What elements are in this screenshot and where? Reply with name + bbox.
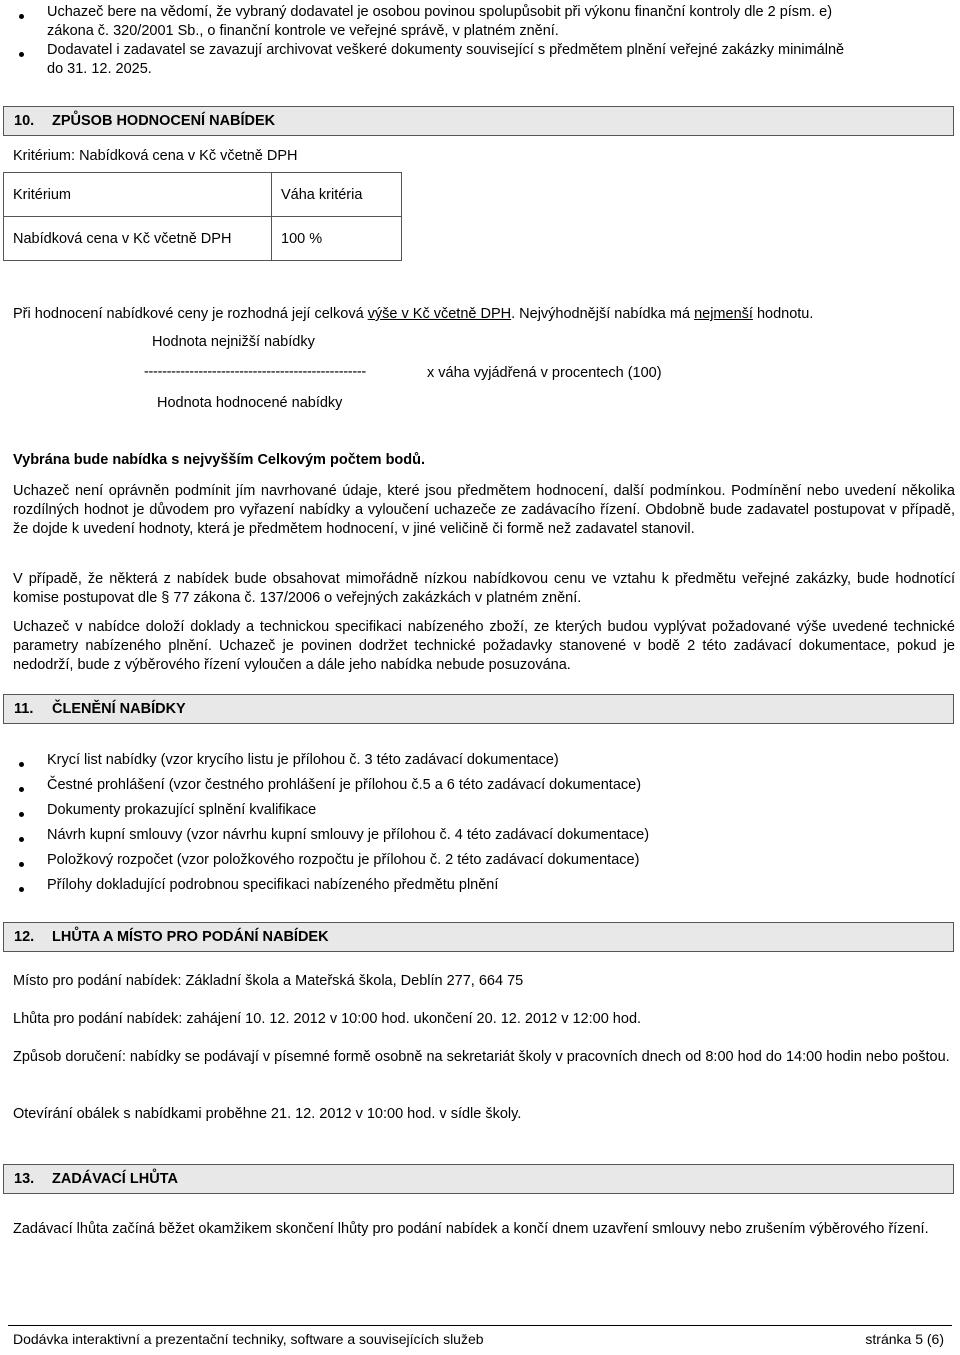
formula-numerator: Hodnota nejnižší nabídky (152, 334, 315, 350)
footer-title: Dodávka interaktivní a prezentační techniky, software a souvisejících služeb (13, 1331, 484, 1347)
bullet-dot (19, 762, 24, 767)
list-item: Přílohy dokladující podrobnou specifikaci nabízeného předmětu plnění (47, 877, 499, 893)
delivery-method: Způsob doručení: nabídky se podávají v písemné formě osobně na sekretariát školy v pracovních dnech od 8:00 hod do 14:00 hodin nebo poštou. (13, 1049, 950, 1065)
paragraph: Zadávací lhůta začíná běžet okamžikem skončení lhůty pro podání nabídek a končí dnem uzavření smlouvy nebo zrušením výběrového řízení. (13, 1221, 929, 1237)
bullet-dot (19, 812, 24, 817)
list-item: Krycí list nabídky (vzor krycího listu je přílohou č. 3 této zadávací dokumentace) (47, 752, 559, 768)
paragraph: Uchazeč v nabídce doloží doklady a technickou specifikaci nabízeného zboží, ze kterých budou vyplývat požadované výše uvedené technické parametry nabízeného plnění. Uchazeč je povinen dodržet technické požadavky stanovené v bodě 2 této zadávací dokumentace, pokud je nedodrží, bude z výběrového řízení vyloučen a dále jeho nabídka nebude posuzována. (13, 619, 955, 673)
section-11-title: 11. ČLENĚNÍ NABÍDKY (14, 701, 186, 717)
table-cell-weight: 100 % (272, 217, 402, 261)
section-10-title: 10. ZPŮSOB HODNOCENÍ NABÍDEK (14, 113, 276, 129)
section-10-header (3, 106, 954, 136)
table-header-weight: Váha kritéria (272, 173, 402, 217)
section-13-header (3, 1164, 954, 1194)
table-header-criterion: Kritérium (4, 173, 272, 217)
criterion-label: Kritérium: Nabídková cena v Kč včetně DPH (13, 148, 298, 164)
envelope-opening: Otevírání obálek s nabídkami proběhne 21. 12. 2012 v 10:00 hod. v sídle školy. (13, 1106, 522, 1122)
top-bullet-2-line2: do 31. 12. 2025. (47, 61, 152, 77)
section-12-header (3, 922, 954, 952)
bullet-dot (19, 862, 24, 867)
section-11-header (3, 694, 954, 724)
page-number: stránka 5 (6) (865, 1331, 944, 1347)
section-13-title: 13. ZADÁVACÍ LHŮTA (14, 1171, 178, 1187)
submission-deadline: Lhůta pro podání nabídek: zahájení 10. 12. 2012 v 10:00 hod. ukončení 20. 12. 2012 v 12:00 hod. (13, 1011, 642, 1027)
list-item: Položkový rozpočet (vzor položkového rozpočtu je přílohou č. 2 této zadávací dokumentace) (47, 852, 640, 868)
table-row (4, 173, 402, 217)
formula-denominator: Hodnota hodnocené nabídky (157, 395, 343, 411)
list-item: Čestné prohlášení (vzor čestného prohlášení je přílohou č.5 a 6 této zadávací dokumentace) (47, 777, 642, 793)
bullet-dot (19, 52, 24, 57)
top-bullet-1-line2: zákona č. 320/2001 Sb., o finanční kontrole ve veřejné správě, v platném znění. (47, 23, 559, 39)
bullet-dot (19, 787, 24, 792)
bullet-dot (19, 837, 24, 842)
list-item: Dokumenty prokazující splnění kvalifikace (47, 802, 317, 818)
bullet-dot (19, 887, 24, 892)
paragraph: Uchazeč není oprávněn podmínit jím navrhované údaje, které jsou předmětem hodnocení, další podmínkou. Podmínění nebo uvedení několika rozdílných hodnot je důvodem pro vyřazení nabídky a vyloučení uchazeče ze zadávacího řízení. Obdobně bude zadavatel postupovat v případě, že dojde k uvedení hodnoty, která je předmětem hodnocení, v jiné veličině či formě než zadavatel stanovil. (13, 483, 955, 537)
evaluation-text: Při hodnocení nabídkové ceny je rozhodná její celková výše v Kč včetně DPH. Nejvýhodnější nabídka má nejmenší hodnotu. (13, 306, 814, 322)
submission-place: Místo pro podání nabídek: Základní škola a Mateřská škola, Deblín 277, 664 75 (13, 973, 524, 989)
list-item: Návrh kupní smlouvy (vzor návrhu kupní smlouvy je přílohou č. 4 této zadávací dokumentace) (47, 827, 650, 843)
footer-divider (8, 1325, 952, 1326)
top-bullet-1-line1: Uchazeč bere na vědomí, že vybraný dodavatel je osobou povinou spolupůsobit při výkonu finanční kontroly dle 2 písm. e) (47, 4, 833, 20)
top-bullet-2-line1: Dodavatel i zadavatel se zavazují archivovat veškeré dokumenty související s předmětem plnění veřejné zakázky minimálně (47, 42, 845, 58)
selected-offer-note: Vybrána bude nabídka s nejvyšším Celkovým počtem bodů. (13, 452, 426, 468)
criteria-table (3, 172, 402, 261)
table-cell-criterion: Nabídková cena v Kč včetně DPH (4, 217, 272, 261)
formula-multiplier: x váha vyjádřená v procentech (100) (427, 365, 662, 381)
table-row (4, 217, 402, 261)
bullet-dot (19, 14, 24, 19)
section-12-title: 12. LHŮTA A MÍSTO PRO PODÁNÍ NABÍDEK (14, 929, 329, 945)
paragraph: V případě, že některá z nabídek bude obsahovat mimořádně nízkou nabídkovou cenu ve vztahu k předmětu veřejné zakázky, bude hodnotící komise postupovat dle § 77 zákona č. 137/2006 o veřejných zakázkách v platném znění. (13, 571, 955, 606)
formula-fraction-line: ------------------------------------------------- (144, 364, 366, 380)
